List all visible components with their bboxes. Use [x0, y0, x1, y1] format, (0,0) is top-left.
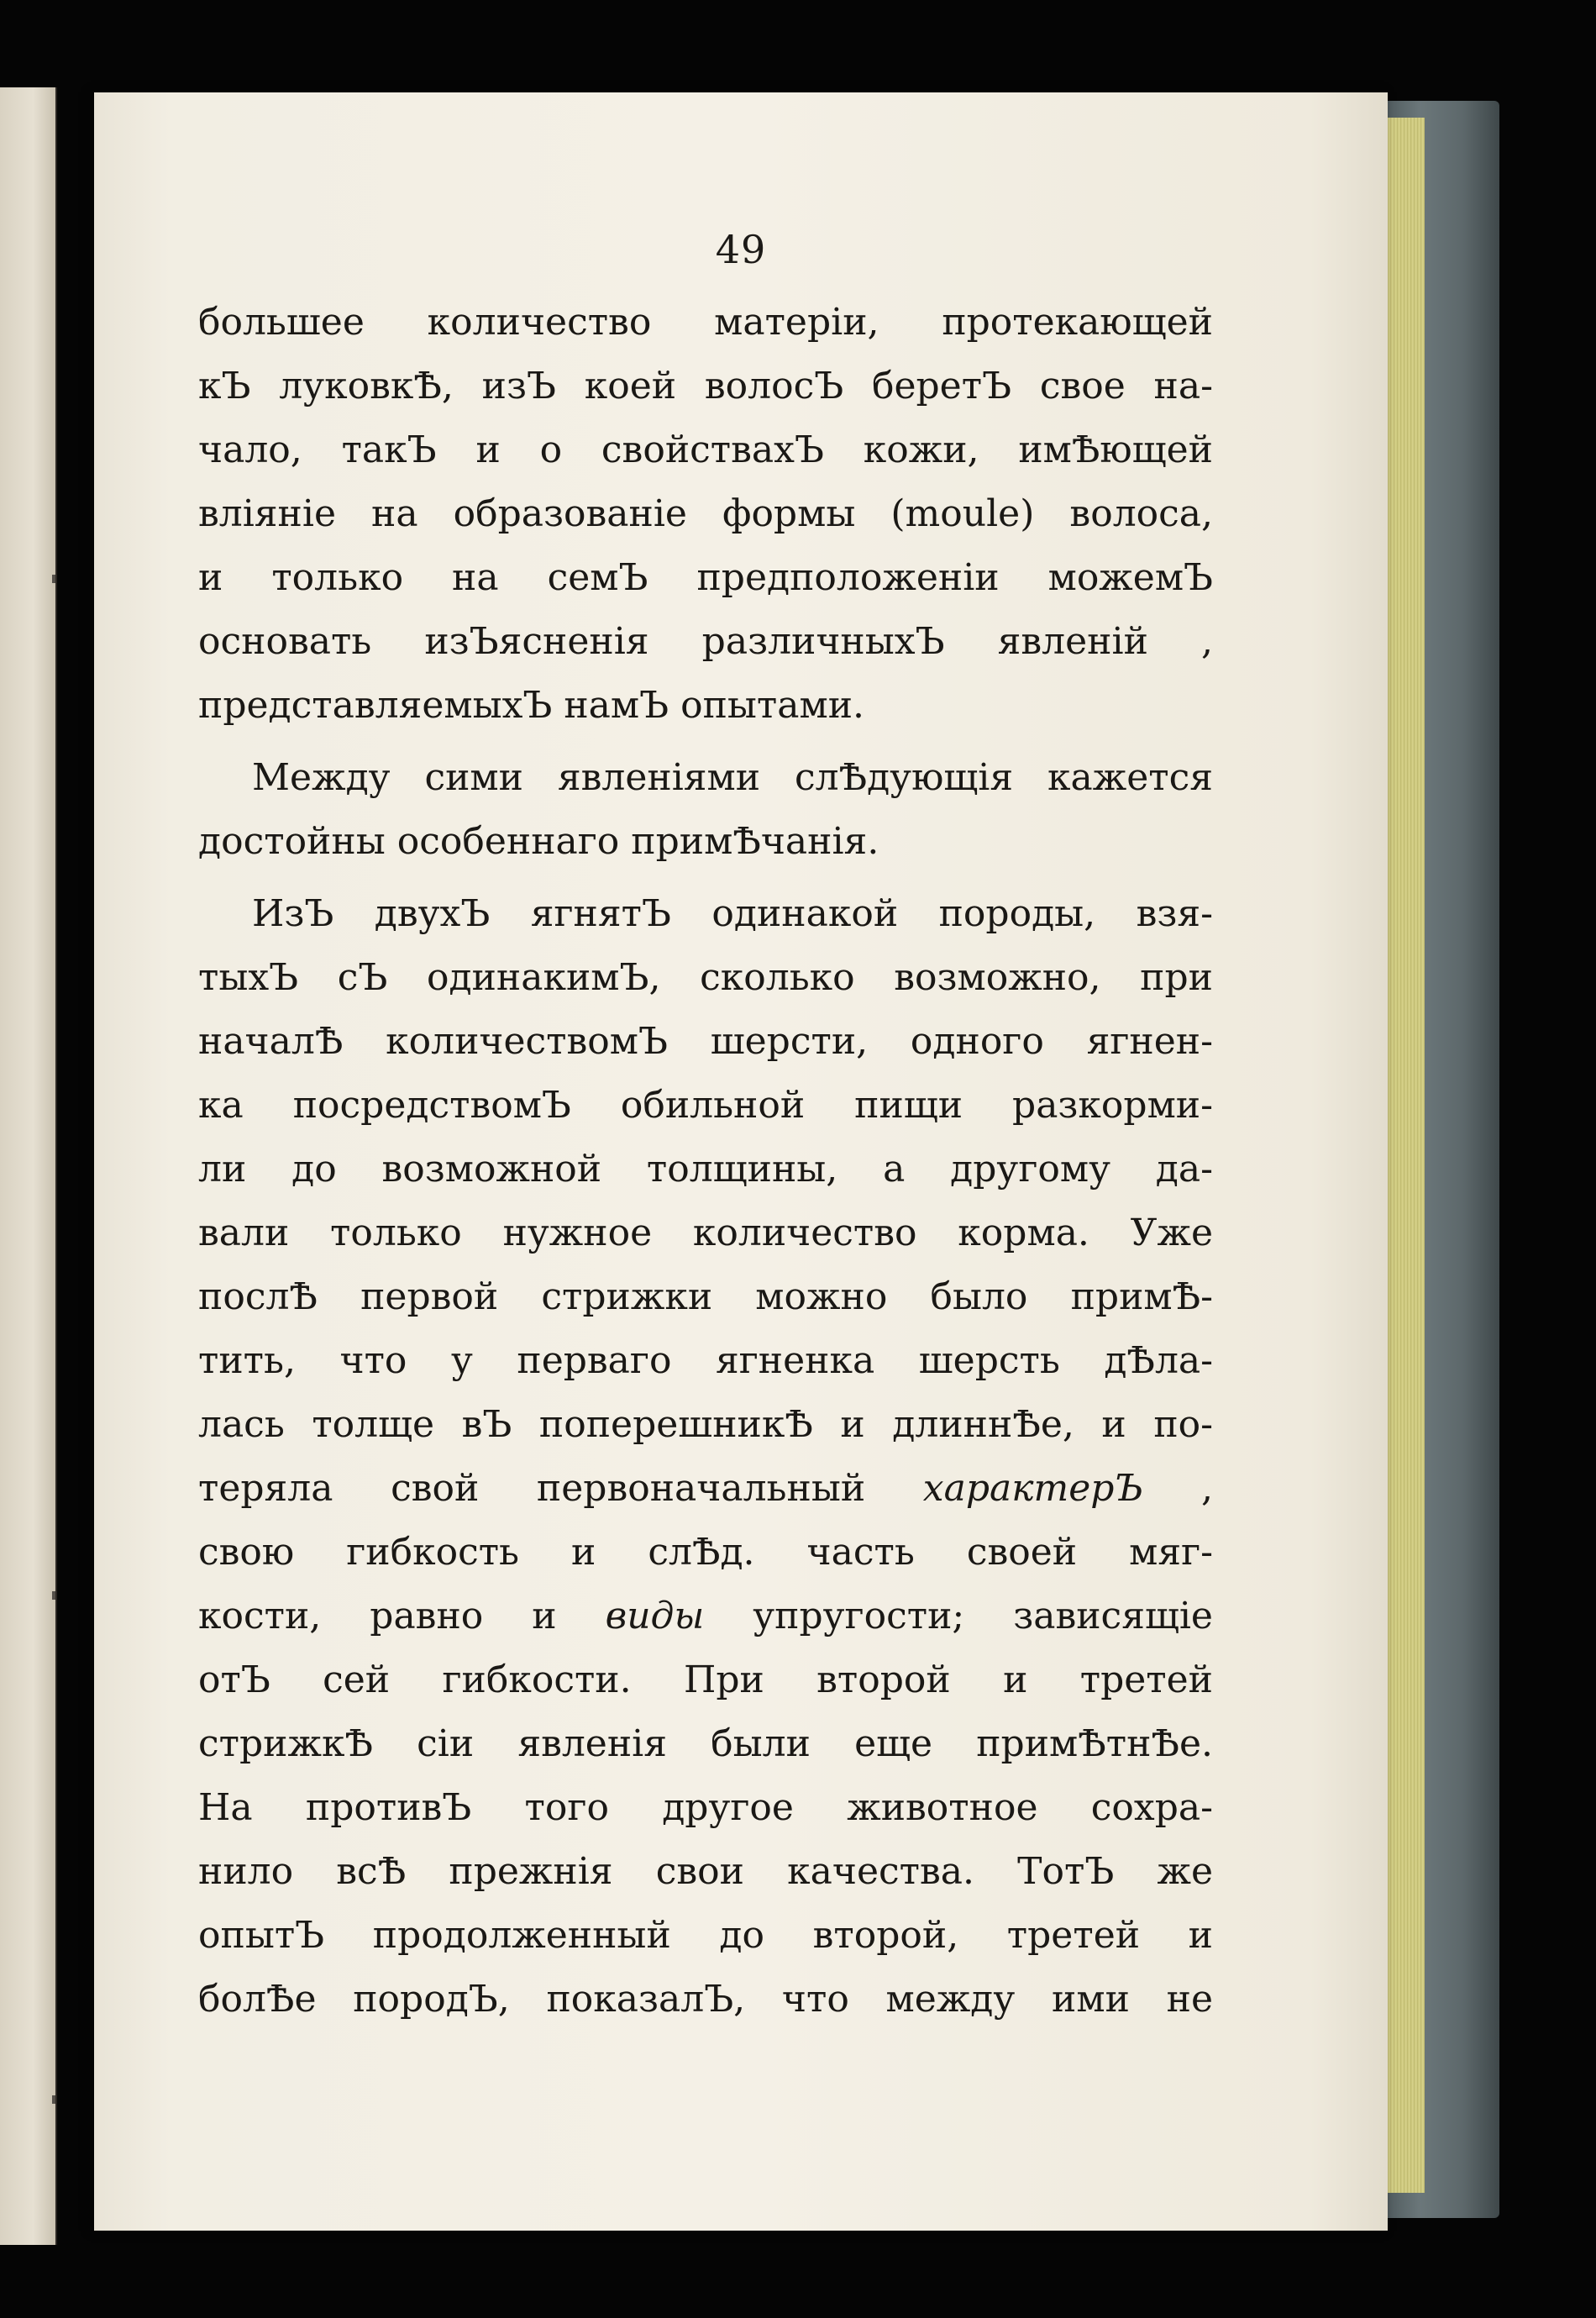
text-line [198, 1464, 1213, 1514]
text-line: На противЪ того другое животное сохра- [198, 1786, 1213, 1829]
book-page [94, 92, 1388, 2231]
text-line: послѢ первой стрижки можно было примѢ- [198, 1275, 1213, 1318]
text-run: упругости; зависящіе [753, 1595, 1213, 1637]
text-line: свою гибкость и слѢд. часть своей мяг- [198, 1531, 1213, 1574]
text-line: чало, такЪ и о свойствахЪ кожи, имѢющей [198, 428, 1213, 471]
text-line: началѢ количествомЪ шерсти, одного ягнен- [198, 1020, 1213, 1063]
text-line: стрижкѢ сіи явленія были еще примѢтнѢе. [198, 1722, 1213, 1765]
italic-word: виды [605, 1595, 705, 1637]
text-line: основать изЪясненія различныхЪ явленій , [198, 620, 1213, 663]
text-run: , [1143, 1467, 1213, 1510]
previous-page-edge [0, 87, 57, 2245]
text-line: ли до возможной толщины, а другому да- [198, 1148, 1213, 1191]
text-line: представляемыхЪ намЪ опытами. [198, 684, 865, 727]
text-line: нило всѢ прежнія свои качества. ТотЪ же [198, 1850, 1213, 1893]
text-line: кЪ луковкѢ, изЪ коей волосЪ беретЪ свое на- [198, 365, 1213, 407]
text-run: кости, равно и [198, 1595, 557, 1637]
page-mark [52, 2095, 55, 2104]
italic-word: характерЪ [922, 1467, 1144, 1510]
text-line: ИзЪ двухЪ ягнятЪ одинакой породы, взя- [252, 892, 1213, 935]
text-line: вліяніе на образованіе формы (moule) волоса, [198, 492, 1213, 535]
text-line: отЪ сей гибкости. При второй и третей [198, 1658, 1213, 1701]
text-line: Между сими явленіями слѢдующія кажется [252, 756, 1213, 799]
text-line: лась толще вЪ поперешникѢ и длиннѢе, и по- [198, 1403, 1213, 1446]
text-line: тить, что у перваго ягненка шерсть дѢла- [198, 1339, 1213, 1382]
text-line: ка посредствомЪ обильной пищи разкорми- [198, 1084, 1213, 1127]
page-mark [52, 575, 55, 583]
text-run: теряла свой первоначальный [198, 1467, 866, 1510]
text-line: и только на семЪ предположеніи можемЪ [198, 556, 1213, 599]
text-line [198, 1591, 1213, 1642]
page-number: 49 [715, 227, 767, 272]
text-line: большее количество матеріи, протекающей [198, 301, 1213, 344]
text-line: тыхЪ сЪ одинакимЪ, сколько возможно, при [198, 956, 1213, 999]
page-mark [52, 1591, 55, 1600]
text-line: болѢе породЪ, показалЪ, что между ими не [198, 1978, 1213, 2021]
text-line: достойны особеннаго примѢчанія. [198, 820, 879, 863]
text-line: вали только нужное количество корма. Уже [198, 1212, 1213, 1254]
text-line: опытЪ продолженный до второй, третей и [198, 1914, 1213, 1957]
